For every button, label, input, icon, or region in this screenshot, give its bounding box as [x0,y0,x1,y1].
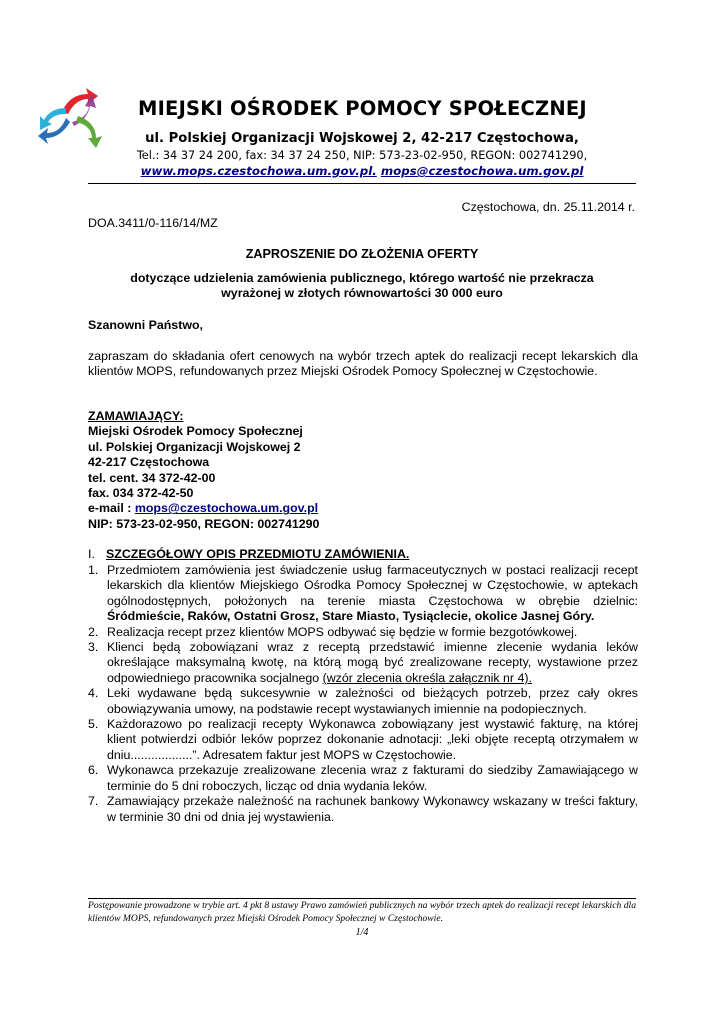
list-item-number: 5. [88,717,99,732]
subtitle-line-1: dotyczące udzielenia zamówienia publicznego, którego wartość nie przekracza [130,271,594,285]
contracting-authority [88,409,588,532]
header-address: ul. Polskiej Organizacji Wojskowej 2, 42-217 Częstochowa, [145,131,579,146]
footer-note: Postępowanie prowadzone w trybie art. 4 pkt 8 ustawy Prawo zamówień publicznych na wybór trzech aptek do realizacji recept lekarskich dla klientów MOPS, refundowanych przez Miejski Ośrodek Pomocy Społecznej w Częstochowie. [88,900,636,924]
list-item-number: 3. [88,640,99,655]
list-item-text: Wykonawca przekazuje zrealizowane zlecenia wraz z fakturami do siedziby Zamawiającego w terminie do 5 dni roboczych, licząc od dnia wydania leków. [107,763,638,793]
client-heading: ZAMAWIAJĄCY: [88,409,184,423]
intro-paragraph: zapraszam do składania ofert cenowych na wybór trzech aptek do realizacji recept lekarskich dla klientów MOPS, refundowanych przez Miejski Ośrodek Pomocy Społecznej w Częstochowie. [88,349,638,379]
place-date: Częstochowa, dn. 25.11.2014 r. [461,200,635,214]
client-ids: NIP: 573-23-02-950, REGON: 002741290 [88,516,320,531]
client-email-label: e-mail : [88,501,135,516]
document-title: ZAPROSZENIE DO ZŁOŻENIA OFERTY [245,247,479,261]
list-item-text: Realizacja recept przez klientów MOPS odbywać się będzie w formie bezgotówkowej. [107,624,578,639]
list-item [88,763,638,794]
header-divider [88,183,636,184]
client-city: 42-217 Częstochowa [88,455,210,470]
list-item-text: Zamawiający przekaże należność na rachunek bankowy Wykonawcy wskazany w treści faktury, w terminie 30 dni od dnia jej wystawienia. [107,794,638,824]
header-email-link[interactable]: mops@czestochowa.um.gov.pl [380,164,584,178]
reference-number: DOA.3411/0-116/14/MZ [88,216,218,230]
list-item [88,686,638,717]
header-links [88,164,636,178]
list-item-number: 7. [88,794,99,809]
list-item-text: Każdorazowo po realizacji recepty Wykonawca zobowiązany jest wystawić fakturę, na której klient potwierdzi odbiór leków poprzez dokonanie adnotacji: „leki objęte receptą otrzymałem w dniu..................”. Adresatem faktur jest MOPS w Częstochowie. [107,717,638,762]
requirements-list [88,563,638,825]
section-heading [88,547,409,562]
subtitle-line-2: wyrażonej w złotych równowartości 30 000 euro [221,286,503,301]
client-fax: fax. 034 372-42-50 [88,486,194,501]
list-item-attachment-ref: (wzór zlecenia określa załącznik nr 4). [322,670,532,685]
org-name: MIEJSKI OŚRODEK POMOCY SPOŁECZNEJ [138,97,587,120]
page-number: 1/4 [355,927,369,938]
list-item [88,625,638,640]
list-item-number: 4. [88,686,99,701]
greeting: Szanowni Państwo, [88,318,203,332]
header-contact: Tel.: 34 37 24 200, fax: 34 37 24 250, NIP: 573-23-02-950, REGON: 002741290, [136,149,588,162]
section-title: SZCZEGÓŁOWY OPIS PRZEDMIOTU ZAMÓWIENIA. [106,547,410,561]
list-item-text: Przedmiotem zamówienia jest świadczenie usług farmaceutycznych w postaci realizacji recept lekarskich dla klientów Miejskiego Ośrodka Pomocy Społecznej w Częstochowie, w aptekach ogólnodostępnych, położonych na terenie miasta Częstochowa w obrębie dzielnic: [107,563,638,608]
client-name: Miejski Ośrodek Pomocy Społecznej [88,424,303,439]
footer-divider [88,898,636,899]
client-email-row [88,501,588,516]
client-phone: tel. cent. 34 372-42-00 [88,470,216,485]
list-item-number: 2. [88,624,99,639]
client-street: ul. Polskiej Organizacji Wojskowej 2 [88,439,301,454]
list-item [88,794,638,825]
client-email-link[interactable]: mops@czestochowa.um.gov.pl [134,501,319,516]
list-item-number: 6. [88,763,99,778]
list-item-districts: Śródmieście, Raków, Ostatni Grosz, Stare Miasto, Tysiąclecie, okolice Jasnej Góry. [107,609,595,624]
website-link[interactable]: www.mops.czestochowa.um.gov.pl. [140,164,377,178]
section-number: I. [88,547,95,561]
list-item [88,717,638,763]
list-item [88,563,638,625]
list-item-text: Leki wydawane będą sukcesywnie w zależności od bieżących potrzeb, przez cały okres obowiązywania umowy, na podstawie recept wystawianych imiennie na podopiecznych. [107,686,638,716]
list-item-text: Klienci będą zobowiązani wraz z receptą przedstawić imienne zlecenie wydania leków określające maksymalną kwotę, na którą mogą być zrealizowane recepty, wystawione przez odpowiedniego pracownika socjalnego [107,640,638,685]
document-subtitle [88,271,636,302]
list-item-number: 1. [88,563,99,577]
list-item [88,640,638,686]
